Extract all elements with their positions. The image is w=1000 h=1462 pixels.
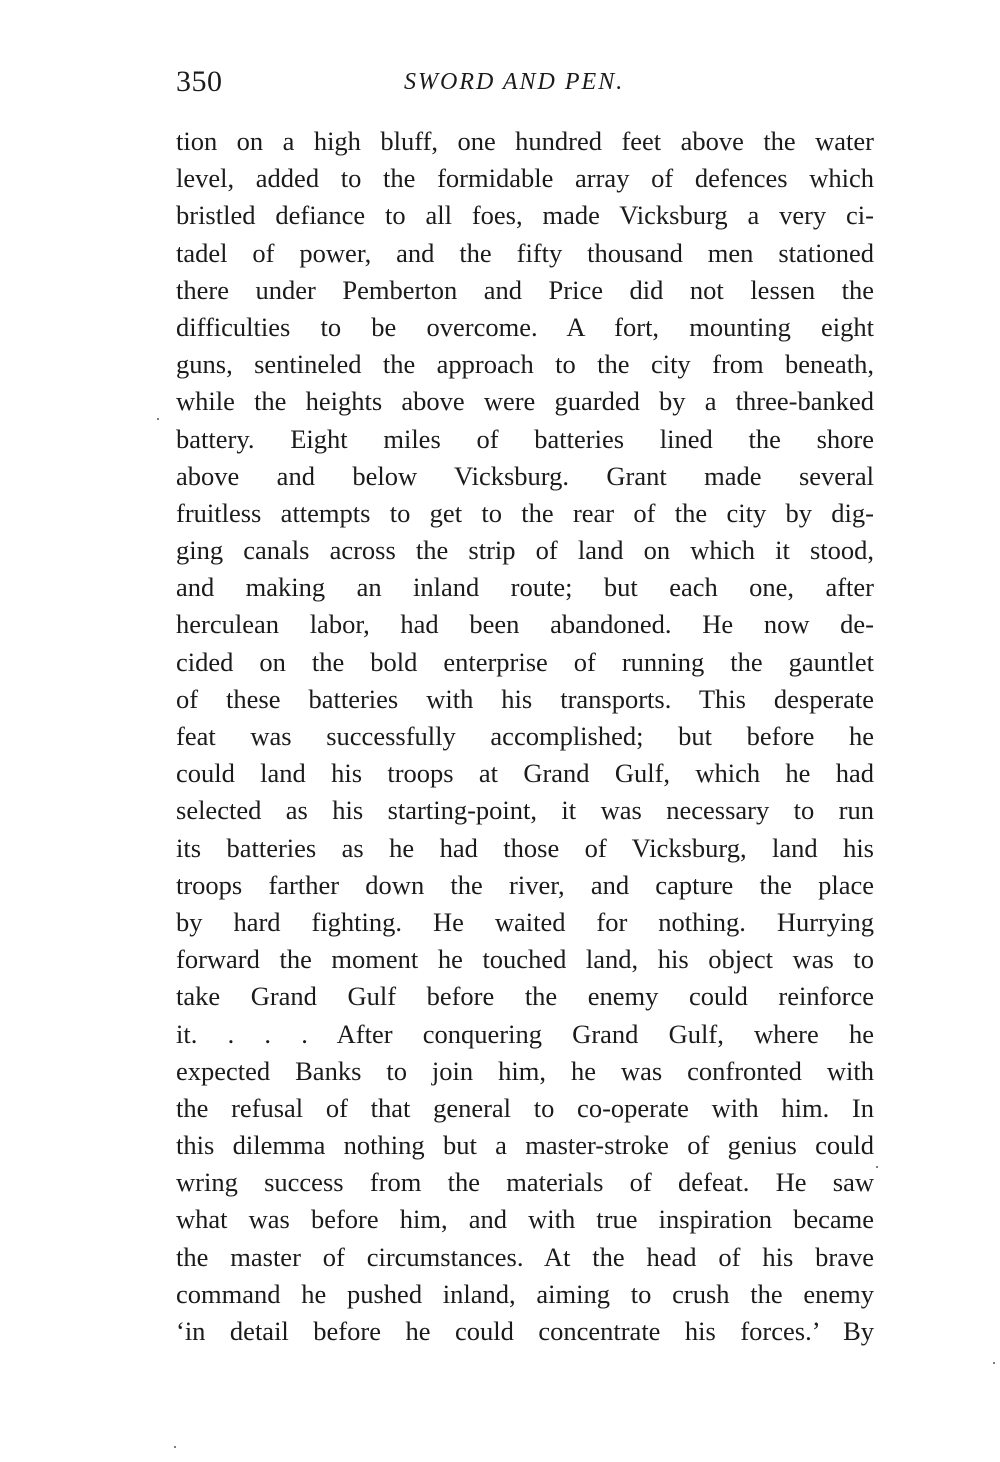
body-text (176, 123, 874, 1350)
text-line: by hard fighting. He waited for nothing. Hurrying (176, 906, 874, 937)
text-line: expected Banks to join him, he was confronted with (176, 1055, 874, 1086)
text-line: the refusal of that general to co-operate with him. In (176, 1092, 874, 1123)
scan-speck (157, 418, 159, 420)
text-line: battery. Eight miles of batteries lined the shore (176, 423, 874, 454)
text-line: this dilemma nothing but a master-stroke of genius could (176, 1130, 874, 1161)
running-head (0, 58, 1000, 106)
text-line: selected as his starting-point, it was necessary to run (176, 795, 874, 826)
text-line: above and below Vicksburg. Grant made several (176, 460, 874, 491)
text-line: tion on a high bluff, one hundred feet above the water (176, 126, 874, 156)
text-line: difficulties to be overcome. A fort, mounting eight (176, 311, 874, 342)
text-line: command he pushed inland, aiming to crush the enemy (176, 1278, 874, 1309)
text-line: of these batteries with his transports. This desperate (176, 683, 874, 714)
text-line: fruitless attempts to get to the rear of the city by dig- (176, 497, 874, 528)
text-line: take Grand Gulf before the enemy could reinforce (176, 981, 874, 1012)
text-line: while the heights above were guarded by a three-banked (176, 386, 874, 417)
text-line: what was before him, and with true inspiration became (176, 1204, 874, 1235)
scan-speck (174, 1446, 176, 1448)
text-line: herculean labor, had been abandoned. He now de- (176, 609, 874, 640)
text-line: troops farther down the river, and capture the place (176, 869, 874, 900)
text-line: guns, sentineled the approach to the city from beneath, (176, 349, 874, 380)
scan-speck (993, 1362, 995, 1364)
text-line: forward the moment he touched land, his object was to (176, 944, 874, 975)
text-line: ‘in detail before he could concentrate his forces.’ By (176, 1316, 874, 1346)
running-title: SWORD AND PEN. (404, 69, 625, 95)
text-line: there under Pemberton and Price did not lessen the (176, 274, 874, 305)
page-number: 350 (176, 65, 223, 98)
text-line: its batteries as he had those of Vicksburg, land his (176, 832, 874, 863)
text-line: level, added to the formidable array of defences which (176, 163, 874, 194)
text-line: wring success from the materials of defeat. He saw (176, 1167, 874, 1198)
scan-speck (876, 1166, 878, 1168)
text-line: bristled defiance to all foes, made Vicksburg a very ci- (176, 200, 874, 231)
text-line: ging canals across the strip of land on which it stood, (176, 535, 874, 566)
text-line: tadel of power, and the fifty thousand men stationed (176, 237, 874, 268)
text-line: and making an inland route; but each one, after (176, 572, 874, 603)
text-line: cided on the bold enterprise of running the gauntlet (176, 646, 874, 677)
text-line: feat was successfully accomplished; but before he (176, 721, 874, 751)
text-line: it. . . . After conquering Grand Gulf, where he (176, 1018, 874, 1049)
text-line: could land his troops at Grand Gulf, which he had (176, 758, 874, 789)
text-line: the master of circumstances. At the head of his brave (176, 1241, 874, 1272)
